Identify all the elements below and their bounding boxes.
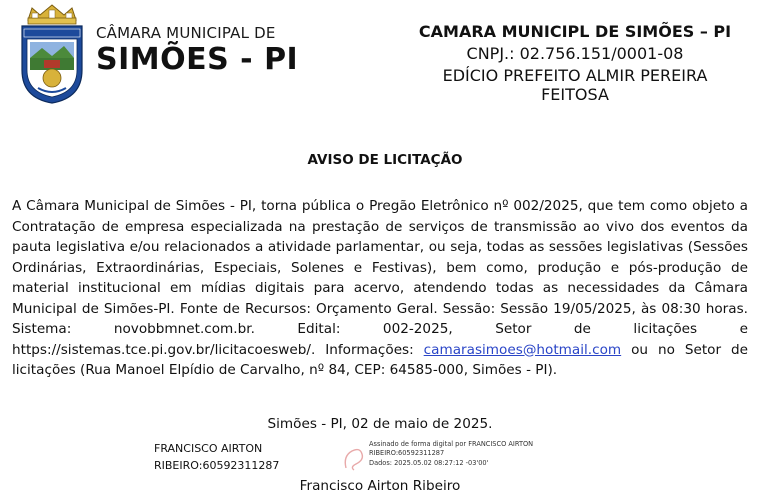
digital-signature-line1: Assinado de forma digital por FRANCISCO AIRTON xyxy=(369,440,534,448)
brand-title: SIMÕES - PI xyxy=(96,42,299,77)
signature-name-line2: RIBEIRO:60592311287 xyxy=(154,459,280,472)
signer-name: Francisco Airton Ribeiro xyxy=(299,478,461,494)
notice-text-part2: ou no Setor de licitações (Rua Manoel Elpídio de Carvalho, nº 84, CEP: 64585-000, Simões - PI). xyxy=(12,341,748,378)
organization-cnpj: CNPJ.: 02.756.151/0001-08 xyxy=(466,44,684,63)
notice-body xyxy=(12,196,748,381)
organization-name: CAMARA MUNICIPL DE SIMÕES – PI xyxy=(418,22,732,41)
digital-signature-line2: RIBEIRO:60592311287 xyxy=(369,449,445,458)
organization-building: EDÍCIO PREFEITO ALMIR PEREIRA FEITOSA xyxy=(442,66,708,104)
digital-signature-info xyxy=(369,440,533,468)
digital-signature-mark-icon xyxy=(340,446,370,472)
organization-header xyxy=(410,22,740,104)
notice-title: AVISO DE LICITAÇÃO xyxy=(307,152,463,168)
digital-signature-line3: Dados: 2025.05.02 08:27:12 -03'00' xyxy=(369,458,489,467)
signature-name-line1: FRANCISCO AIRTON xyxy=(154,442,263,455)
municipal-seal-logo xyxy=(18,4,86,104)
email-link[interactable]: camarasimoes@hotmail.com xyxy=(423,341,622,358)
place-date: Simões - PI, 02 de maio de 2025. xyxy=(267,416,493,432)
notice-text-part1: A Câmara Municipal de Simões - PI, torna pública o Pregão Eletrônico nº 002/2025, que tem como objeto a Contratação de empresa especializada na prestação de serviços de transmissão ao vivo dos eventos da pauta legislativa e/ou relacionados a atividade parlamentar, ou seja, todas as sessões legislativas (Sessões Ordinárias, Extraordinárias, Especiais, Solenes e Festivas), bem como, produção e pós-produção de material institucional em mídias digitais para acervo, atendendo todas as necessidades da Câmara Municipal de Simões-PI. Fonte de Recursos: Orçamento Geral. Sessão: Sessão 19/05/2025, às 08:30 horas. Sistema: novobbmnet.com.br. Edital: 002-2025, Setor de licitações e https://sistemas.tce.pi.gov.br/licitacoesweb/. Informações: xyxy=(12,198,748,358)
signature-name-block xyxy=(154,440,279,474)
brand-block xyxy=(96,24,298,77)
brand-subtitle: CÂMARA MUNICIPAL DE xyxy=(96,24,276,42)
